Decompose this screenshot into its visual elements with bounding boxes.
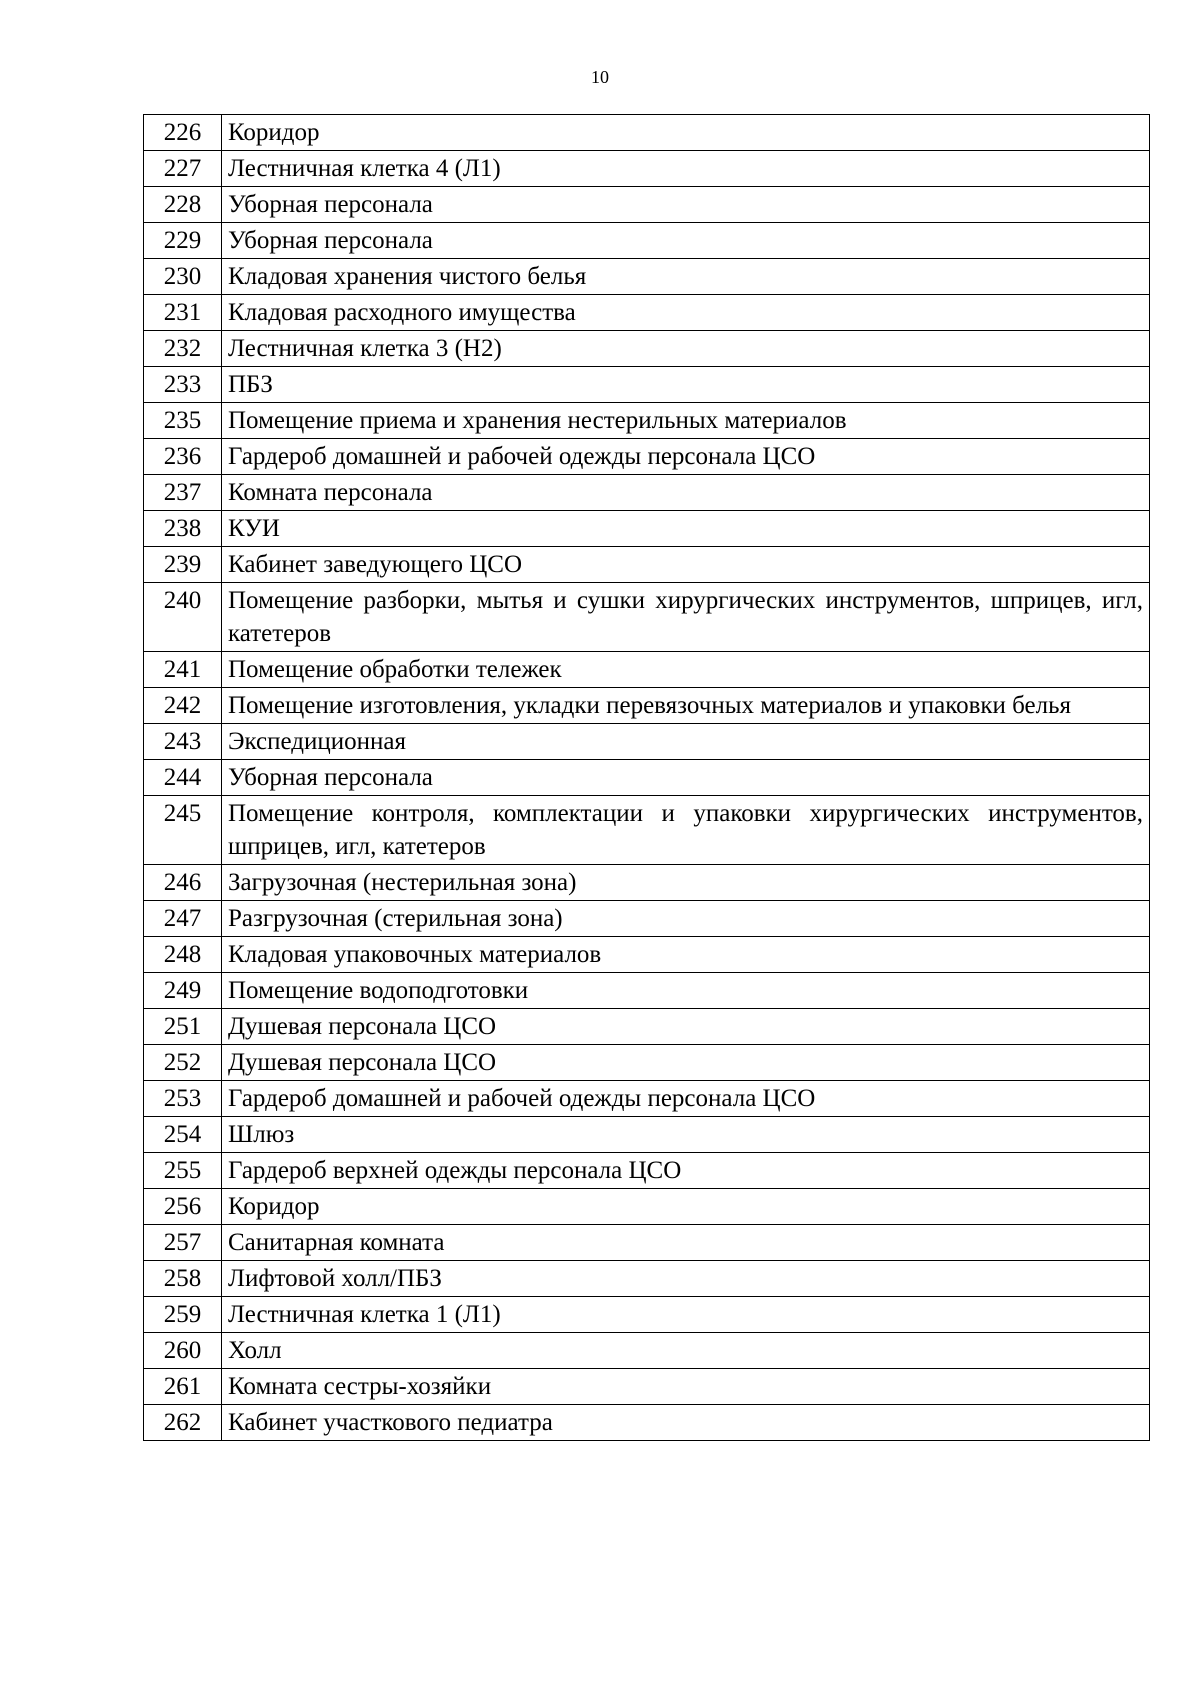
- room-name: Помещение контроля, комплектации и упаковки хирургических инструментов, шприцев, игл, катетеров: [222, 796, 1150, 865]
- room-number: 257: [144, 1225, 222, 1261]
- table-row: [144, 187, 1150, 223]
- table-row: [144, 259, 1150, 295]
- table-row: [144, 1369, 1150, 1405]
- room-number: 236: [144, 439, 222, 475]
- table-row: [144, 937, 1150, 973]
- room-name: Гардероб домашней и рабочей одежды персонала ЦСО: [222, 439, 1150, 475]
- table-row: [144, 1297, 1150, 1333]
- room-name: Санитарная комната: [222, 1225, 1150, 1261]
- room-number: 255: [144, 1153, 222, 1189]
- room-name: Уборная персонала: [222, 223, 1150, 259]
- room-name: Лифтовой холл/ПБЗ: [222, 1261, 1150, 1297]
- room-name: Уборная персонала: [222, 760, 1150, 796]
- table-row: [144, 151, 1150, 187]
- room-name: Комната сестры-хозяйки: [222, 1369, 1150, 1405]
- room-number: 235: [144, 403, 222, 439]
- room-name: Помещение разборки, мытья и сушки хирургических инструментов, шприцев, игл, катетеров: [222, 583, 1150, 652]
- room-name: Кабинет заведующего ЦСО: [222, 547, 1150, 583]
- table-row: [144, 439, 1150, 475]
- room-number: 248: [144, 937, 222, 973]
- table-row: [144, 1153, 1150, 1189]
- table-row: [144, 331, 1150, 367]
- room-number: 258: [144, 1261, 222, 1297]
- table-row: [144, 1405, 1150, 1441]
- room-name: ПБЗ: [222, 367, 1150, 403]
- table-row: [144, 688, 1150, 724]
- room-name: Помещение изготовления, укладки перевязочных материалов и упаковки белья: [222, 688, 1150, 724]
- room-name: Уборная персонала: [222, 187, 1150, 223]
- table-row: [144, 223, 1150, 259]
- room-number: 260: [144, 1333, 222, 1369]
- room-number: 243: [144, 724, 222, 760]
- table-row: [144, 865, 1150, 901]
- room-name: Экспедиционная: [222, 724, 1150, 760]
- table-row: [144, 511, 1150, 547]
- room-number: 237: [144, 475, 222, 511]
- room-name: Лестничная клетка 1 (Л1): [222, 1297, 1150, 1333]
- room-number: 253: [144, 1081, 222, 1117]
- room-name: Кладовая расходного имущества: [222, 295, 1150, 331]
- room-name: Холл: [222, 1333, 1150, 1369]
- room-name: Лестничная клетка 3 (Н2): [222, 331, 1150, 367]
- room-number: 227: [144, 151, 222, 187]
- room-name: Кладовая хранения чистого белья: [222, 259, 1150, 295]
- table-row: [144, 295, 1150, 331]
- room-number: 244: [144, 760, 222, 796]
- room-number: 252: [144, 1045, 222, 1081]
- table-row: [144, 1189, 1150, 1225]
- table-row: [144, 760, 1150, 796]
- room-number: 230: [144, 259, 222, 295]
- room-name: Душевая персонала ЦСО: [222, 1009, 1150, 1045]
- room-number: 239: [144, 547, 222, 583]
- room-number: 229: [144, 223, 222, 259]
- room-name: Гардероб верхней одежды персонала ЦСО: [222, 1153, 1150, 1189]
- room-name: Комната персонала: [222, 475, 1150, 511]
- room-number: 228: [144, 187, 222, 223]
- room-number: 226: [144, 115, 222, 151]
- room-name: Помещение водоподготовки: [222, 973, 1150, 1009]
- room-number: 259: [144, 1297, 222, 1333]
- table-row: [144, 403, 1150, 439]
- room-name: Душевая персонала ЦСО: [222, 1045, 1150, 1081]
- table-row: [144, 724, 1150, 760]
- room-number: 245: [144, 796, 222, 865]
- room-number: 256: [144, 1189, 222, 1225]
- table-row: [144, 1225, 1150, 1261]
- table-row: [144, 475, 1150, 511]
- room-name: Загрузочная (нестерильная зона): [222, 865, 1150, 901]
- table-row: [144, 547, 1150, 583]
- room-number: 261: [144, 1369, 222, 1405]
- room-number: 233: [144, 367, 222, 403]
- room-name: Кабинет участкового педиатра: [222, 1405, 1150, 1441]
- table-row: [144, 367, 1150, 403]
- room-name: Коридор: [222, 1189, 1150, 1225]
- room-number: 241: [144, 652, 222, 688]
- room-number: 254: [144, 1117, 222, 1153]
- room-number: 247: [144, 901, 222, 937]
- room-number: 249: [144, 973, 222, 1009]
- table-row: [144, 973, 1150, 1009]
- room-number: 242: [144, 688, 222, 724]
- room-number: 232: [144, 331, 222, 367]
- room-name: Разгрузочная (стерильная зона): [222, 901, 1150, 937]
- rooms-table-body: [144, 115, 1150, 1441]
- room-number: 262: [144, 1405, 222, 1441]
- table-row: [144, 115, 1150, 151]
- room-name: Помещение обработки тележек: [222, 652, 1150, 688]
- room-number: 238: [144, 511, 222, 547]
- table-row: [144, 1333, 1150, 1369]
- table-row: [144, 1045, 1150, 1081]
- room-name: Гардероб домашней и рабочей одежды персонала ЦСО: [222, 1081, 1150, 1117]
- page-number: 10: [591, 67, 609, 87]
- table-row: [144, 796, 1150, 865]
- room-name: Шлюз: [222, 1117, 1150, 1153]
- rooms-table: [143, 114, 1150, 1441]
- room-number: 246: [144, 865, 222, 901]
- room-name: Помещение приема и хранения нестерильных материалов: [222, 403, 1150, 439]
- table-row: [144, 1261, 1150, 1297]
- table-row: [144, 901, 1150, 937]
- table-row: [144, 583, 1150, 652]
- room-name: Кладовая упаковочных материалов: [222, 937, 1150, 973]
- table-row: [144, 1009, 1150, 1045]
- room-number: 240: [144, 583, 222, 652]
- room-number: 251: [144, 1009, 222, 1045]
- room-name: Лестничная клетка 4 (Л1): [222, 151, 1150, 187]
- room-name: Коридор: [222, 115, 1150, 151]
- table-row: [144, 1117, 1150, 1153]
- table-row: [144, 652, 1150, 688]
- room-number: 231: [144, 295, 222, 331]
- table-row: [144, 1081, 1150, 1117]
- room-name: КУИ: [222, 511, 1150, 547]
